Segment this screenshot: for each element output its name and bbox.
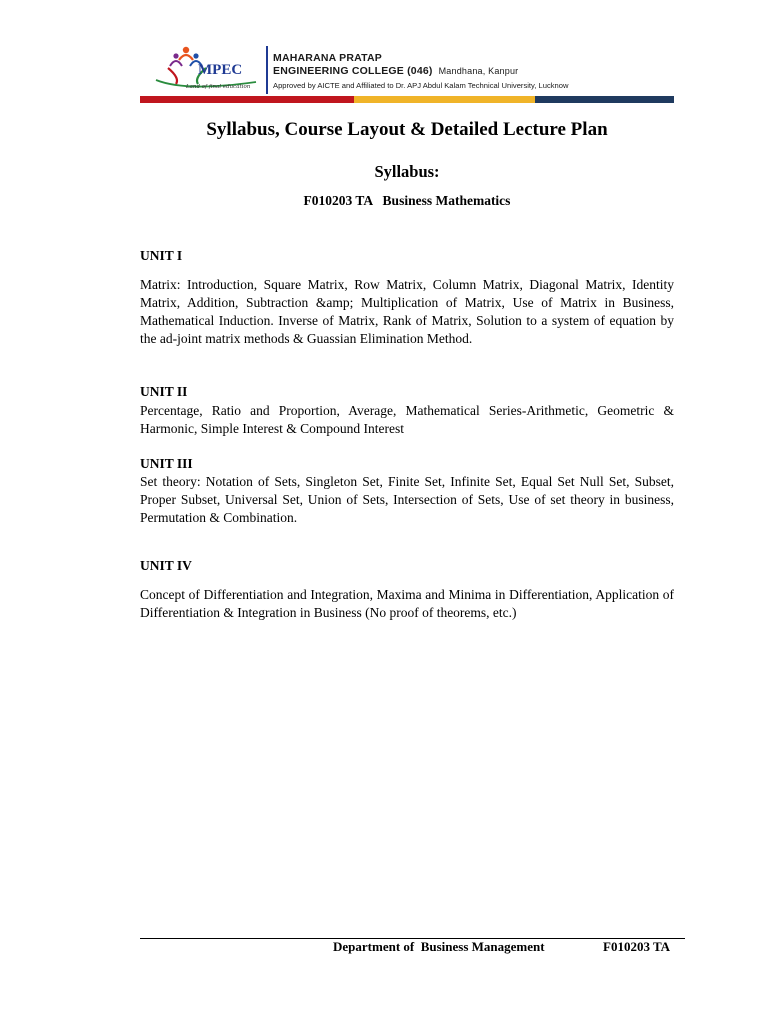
header-divider — [266, 46, 268, 94]
footer-department: Department of Business Management — [333, 939, 545, 954]
section-subtitle: Syllabus: — [374, 162, 440, 181]
unit-body: Concept of Differentiation and Integration, Maxima and Minima in Differentiation, Application of Differentiation & Integration in Business (No proof of theorems, etc.) — [140, 587, 674, 620]
unit-heading: UNIT I — [140, 248, 183, 263]
header-color-stripe — [140, 96, 674, 103]
college-name-line2 — [273, 65, 568, 78]
unit-body: Set theory: Notation of Sets, Singleton Set, Finite Set, Infinite Set, Equal Set Null Set, Subset, Proper Subset, Universal Set, Union of Sets, Intersection of Sets, Use of set theory in business, Permutation & Combination. — [140, 474, 674, 525]
college-name-block — [273, 52, 568, 92]
unit-body: Matrix: Introduction, Square Matrix, Row Matrix, Column Matrix, Diagonal Matrix, Identity Matrix, Addition, Subtraction &amp; Multiplication of Matrix, Use of Matrix in Business, Mathematical Induction. Inverse of Matrix, Rank of Matrix, Solution to a system of equation by the ad-joint matrix methods & Guassian Elimination Method. — [140, 277, 674, 346]
college-name-line1: MAHARANA PRATAP — [273, 52, 382, 64]
unit-heading: UNIT II — [140, 384, 188, 399]
stripe-navy — [535, 96, 674, 103]
college-header — [140, 42, 674, 104]
unit-heading: UNIT III — [140, 456, 193, 471]
course-code-title: F010203 TA Business Mathematics — [303, 193, 511, 208]
unit-body: Percentage, Ratio and Proportion, Average, Mathematical Series-Arithmetic, Geometric & Harmonic, Simple Interest & Compound Interest — [140, 403, 674, 436]
footer-course-code: F010203 TA — [603, 939, 671, 954]
college-name-code: ENGINEERING COLLEGE (046) — [273, 65, 433, 77]
unit-heading: UNIT IV — [140, 558, 192, 573]
college-logo — [146, 44, 264, 94]
svg-text:MPEC: MPEC — [198, 62, 243, 78]
college-location: Mandhana, Kanpur — [438, 66, 519, 76]
page-title: Syllabus, Course Layout & Detailed Lecture Plan — [206, 119, 608, 140]
college-approval: Approved by AICTE and Affiliated to Dr. APJ Abdul Kalam Technical University, Lucknow — [273, 81, 569, 90]
svg-text:Land of final education: Land of final education — [186, 84, 251, 90]
stripe-red — [140, 96, 354, 103]
stripe-yellow — [354, 96, 536, 103]
